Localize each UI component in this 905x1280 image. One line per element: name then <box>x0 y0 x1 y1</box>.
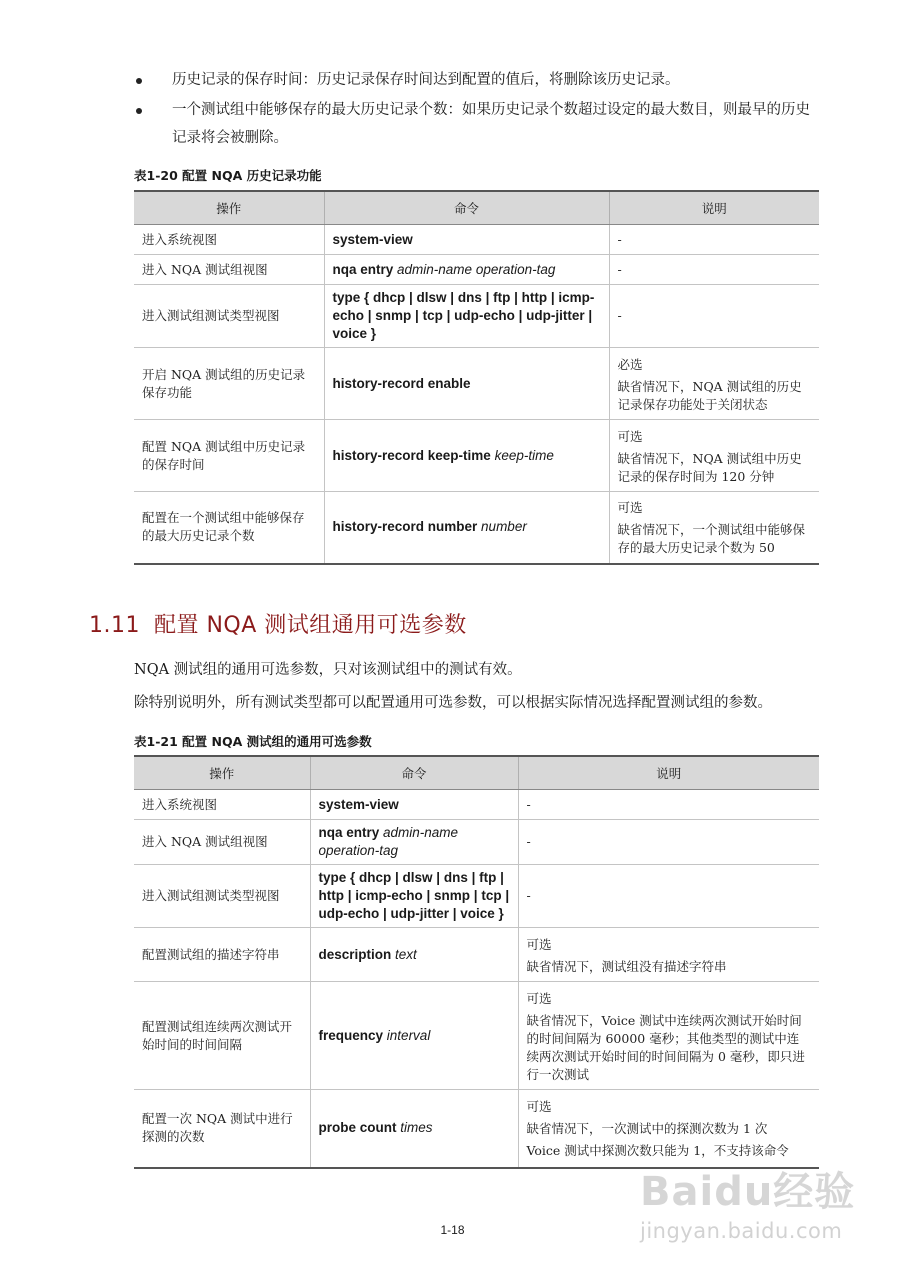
cmd-cell: description text <box>310 928 518 982</box>
cmd-cell: probe count times <box>310 1090 518 1168</box>
table-row <box>134 255 819 285</box>
section-heading: 1.11 配置 NQA 测试组通用可选参数 <box>89 613 467 638</box>
table-row <box>134 348 819 420</box>
paragraph: 除特别说明外，所有测试类型都可以配置通用可选参数，可以根据实际情况选择配置测试组的参数。 <box>134 695 772 711</box>
bullet-item: 一个测试组中能够保存的最大历史记录个数：如果历史记录个数超过设定的最大数目，则最早的历史记录将会被删除。 <box>132 96 822 152</box>
page-number: 1-18 <box>440 1223 465 1237</box>
watermark-url: jingyan.baidu.com <box>640 1219 843 1243</box>
cmd-cell: system-view <box>310 790 518 820</box>
table1-history-record <box>134 190 819 565</box>
desc-cell: - <box>518 820 819 865</box>
table-row <box>134 865 819 928</box>
table-header-row <box>134 191 819 225</box>
desc-cell: 可选 缺省情况下，一次测试中的探测次数为 1 次 Voice 测试中探测次数只能为 1，不支持该命令 <box>518 1090 819 1168</box>
op-cell: 配置测试组连续两次测试开始时间的时间间隔 <box>134 982 310 1090</box>
table2-caption: 表1-21 配置 NQA 测试组的通用可选参数 <box>134 734 372 749</box>
desc-cell: 可选 缺省情况下，一个测试组中能够保存的最大历史记录个数为 50 <box>609 492 819 564</box>
op-cell: 配置 NQA 测试组中历史记录的保存时间 <box>134 420 324 492</box>
desc-cell: - <box>518 790 819 820</box>
bullet-dot-icon <box>136 78 142 84</box>
desc-cell: - <box>609 285 819 348</box>
bullet-dot-icon <box>136 108 142 114</box>
op-cell: 进入 NQA 测试组视图 <box>134 255 324 285</box>
header-op: 操作 <box>134 756 310 790</box>
table-row <box>134 225 819 255</box>
cmd-cell: history-record enable <box>324 348 609 420</box>
header-cmd: 命令 <box>310 756 518 790</box>
cmd-cell: history-record number number <box>324 492 609 564</box>
table-row <box>134 790 819 820</box>
desc-cell: 可选 缺省情况下，NQA 测试组中历史记录的保存时间为 120 分钟 <box>609 420 819 492</box>
op-cell: 配置测试组的描述字符串 <box>134 928 310 982</box>
op-cell: 进入测试组测试类型视图 <box>134 865 310 928</box>
table1-caption: 表1-20 配置 NQA 历史记录功能 <box>134 168 322 183</box>
op-cell: 进入 NQA 测试组视图 <box>134 820 310 865</box>
table-row <box>134 285 819 348</box>
table-row <box>134 492 819 564</box>
op-cell: 配置一次 NQA 测试中进行探测的次数 <box>134 1090 310 1168</box>
header-desc: 说明 <box>609 191 819 225</box>
table-row <box>134 982 819 1090</box>
cmd-cell: nqa entry admin-name operation-tag <box>310 820 518 865</box>
desc-cell: - <box>609 255 819 285</box>
baidu-logo-icon: Baidu经验 <box>640 1169 856 1215</box>
table-row <box>134 420 819 492</box>
table-header-row <box>134 756 819 790</box>
op-cell: 进入测试组测试类型视图 <box>134 285 324 348</box>
header-op: 操作 <box>134 191 324 225</box>
paragraph: NQA 测试组的通用可选参数，只对该测试组中的测试有效。 <box>134 662 522 678</box>
table-row <box>134 1090 819 1168</box>
cmd-cell: nqa entry admin-name operation-tag <box>324 255 609 285</box>
cmd-cell: system-view <box>324 225 609 255</box>
op-cell: 开启 NQA 测试组的历史记录保存功能 <box>134 348 324 420</box>
bullet-list <box>132 66 822 154</box>
cmd-cell: frequency interval <box>310 982 518 1090</box>
op-cell: 配置在一个测试组中能够保存的最大历史记录个数 <box>134 492 324 564</box>
table2-common-params <box>134 755 819 1169</box>
watermark <box>640 1160 870 1270</box>
cmd-cell: type { dhcp | dlsw | dns | ftp | http | icmp-echo | snmp | tcp | udp-echo | udp-jitter | voice } <box>310 865 518 928</box>
table-row <box>134 820 819 865</box>
op-cell: 进入系统视图 <box>134 790 310 820</box>
header-desc: 说明 <box>518 756 819 790</box>
desc-cell: 必选 缺省情况下，NQA 测试组的历史记录保存功能处于关闭状态 <box>609 348 819 420</box>
desc-cell: 可选 缺省情况下，测试组没有描述字符串 <box>518 928 819 982</box>
cmd-cell: history-record keep-time keep-time <box>324 420 609 492</box>
desc-cell: 可选 缺省情况下，Voice 测试中连续两次测试开始时间的时间间隔为 60000 毫秒；其他类型的测试中连续两次测试开始时间的时间间隔为 0 毫秒，即只进行一次测试 <box>518 982 819 1090</box>
cmd-cell: type { dhcp | dlsw | dns | ftp | http | icmp-echo | snmp | tcp | udp-echo | udp-jitter | voice } <box>324 285 609 348</box>
table-row <box>134 928 819 982</box>
header-cmd: 命令 <box>324 191 609 225</box>
op-cell: 进入系统视图 <box>134 225 324 255</box>
bullet-item: 历史记录的保存时间：历史记录保存时间达到配置的值后，将删除该历史记录。 <box>132 66 822 94</box>
desc-cell: - <box>518 865 819 928</box>
desc-cell: - <box>609 225 819 255</box>
